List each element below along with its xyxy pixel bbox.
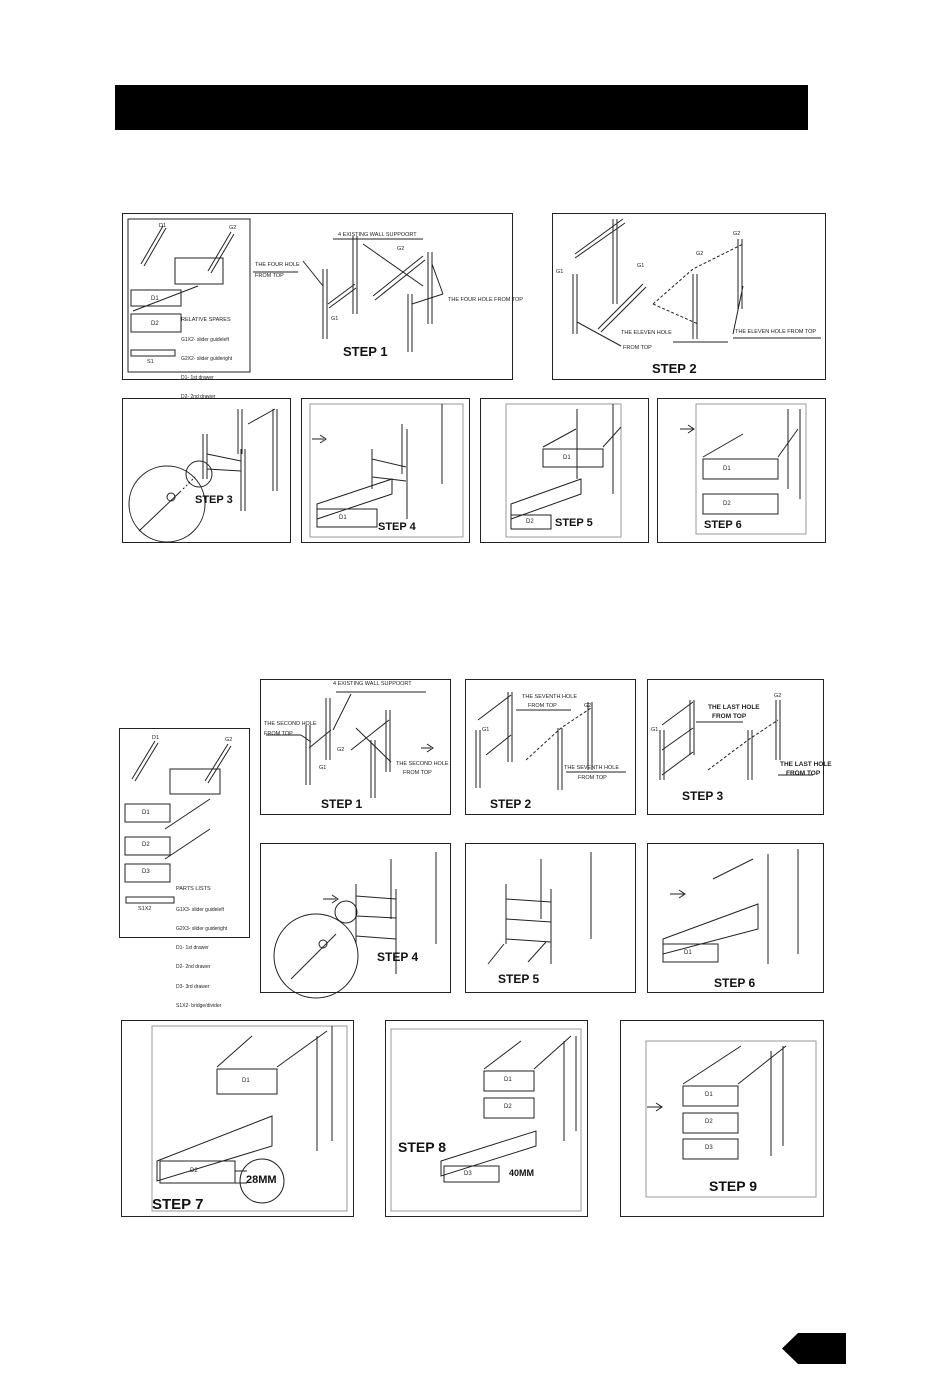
- drawer-d3-label: D3: [142, 869, 150, 875]
- annotation-from-top: FROM TOP: [264, 731, 293, 737]
- legend-item: D1- 1st drawer: [181, 375, 214, 382]
- set2-step5-diagram: [466, 844, 637, 994]
- part-label-g1: G1: [319, 765, 327, 771]
- part-label-s1: S1: [147, 359, 154, 365]
- page-tab-marker: [782, 1333, 846, 1364]
- part-label-g2: G2: [397, 246, 405, 252]
- arrow-right-icon: [312, 435, 326, 443]
- part-label-g2: G2: [337, 747, 345, 753]
- arrow-right-icon: [323, 895, 338, 903]
- set1-step5-panel: [480, 398, 649, 543]
- annotation-eleven-hole-from-top: THE ELEVEN HOLE FROM TOP: [735, 329, 817, 335]
- step-label: STEP 8: [398, 1139, 446, 1155]
- set1-step1-panel: [122, 213, 523, 382]
- annotation-seventh-hole: THE SEVENTH HOLE: [522, 694, 578, 700]
- legend-item: G1X3- slider guideleft: [176, 906, 225, 913]
- annotation-eleven-hole: THE ELEVEN HOLE: [621, 330, 672, 336]
- arrow-right-icon: [670, 890, 685, 898]
- set1-step2-panel: [552, 213, 826, 380]
- drawer-d1-label: D1: [151, 296, 159, 302]
- set2-step9-panel: [620, 1020, 824, 1217]
- header-bar: [115, 85, 808, 130]
- step-label: STEP 9: [709, 1178, 757, 1194]
- step-label: STEP 2: [652, 361, 697, 376]
- part-label-s1: S1X2: [138, 906, 152, 912]
- step-label: STEP 4: [378, 521, 416, 533]
- legend-title: RELATIVE SPARES: [181, 317, 231, 323]
- drawer-d2-label: D2: [705, 1119, 713, 1125]
- legend-item: S1X2- bridge/divider: [176, 1002, 222, 1009]
- set2-parts-panel: [119, 728, 250, 1009]
- drawer-d1-label: D1: [242, 1078, 250, 1084]
- step-label: STEP 3: [682, 789, 724, 803]
- part-label-g2: G2: [733, 231, 741, 237]
- set2-step1-diagram: [261, 680, 452, 816]
- set2-step3-panel: [647, 679, 832, 815]
- drawer-d2-label: D2: [723, 501, 731, 507]
- part-label-g2: G2: [696, 251, 704, 257]
- annotation-last-hole: THE LAST HOLE: [780, 761, 832, 768]
- annotation-from-top: FROM TOP: [786, 770, 821, 777]
- drawer-d1-label: D1: [142, 810, 150, 816]
- annotation-from-top: FROM TOP: [623, 345, 652, 351]
- annotation-seventh-hole: THE SEVENTH HOLE: [564, 765, 620, 771]
- step-label: STEP 3: [195, 494, 233, 506]
- annotation-last-hole: THE LAST HOLE: [708, 704, 760, 711]
- legend-item: G2X2- slider guideright: [181, 356, 233, 363]
- drawer-d3-label: D3: [464, 1171, 472, 1177]
- legend-item: D1- 1st drawer: [176, 945, 209, 952]
- set2-step8-diagram: [386, 1021, 589, 1218]
- drawer-d3-label: D3: [705, 1145, 713, 1151]
- legend-item: G2X3- slider guideright: [176, 926, 228, 933]
- annotation-wall-support: 4 EXISTING WALL SUPPOORT: [333, 681, 412, 687]
- annotation-four-hole-from-top: THE FOUR HOLE FROM TOP: [448, 297, 523, 303]
- drawer-d2-label: D2: [504, 1104, 512, 1110]
- measure-label: 28MM: [246, 1174, 277, 1186]
- annotation-second-hole: THE SECOND HOLE: [264, 721, 317, 727]
- legend-item: D2- 2nd drawer: [176, 964, 211, 971]
- step-label: STEP 7: [152, 1196, 204, 1213]
- drawer-d2-label: D2: [142, 842, 150, 848]
- drawer-d1-label: D1: [684, 950, 692, 956]
- legend-title: PARTS LISTS: [176, 886, 211, 892]
- arrow-right-icon: [421, 744, 433, 752]
- set1-step4-panel: [301, 398, 470, 543]
- part-label-g2: G2: [229, 225, 237, 231]
- step-label: STEP 4: [377, 950, 419, 964]
- arrow-right-icon: [647, 1103, 662, 1111]
- part-label-g2: G2: [774, 693, 782, 699]
- set2-step6-panel: [647, 843, 824, 993]
- measure-label: 40MM: [509, 1168, 535, 1178]
- annotation-second-hole: THE SECOND HOLE: [396, 761, 449, 767]
- annotation-from-top: FROM TOP: [712, 713, 747, 720]
- set2-step7-panel: [121, 1020, 354, 1217]
- annotation-from-top: FROM TOP: [528, 703, 557, 709]
- set1-step6-panel: [657, 398, 826, 543]
- annotation-four-hole: THE FOUR HOLE: [255, 262, 300, 268]
- annotation-from-top: FROM TOP: [403, 770, 432, 776]
- step-label: STEP 5: [498, 972, 540, 986]
- set2-step7-diagram: [122, 1021, 355, 1218]
- part-label-g1: G1: [556, 269, 564, 275]
- drawer-d1-label: D1: [723, 466, 731, 472]
- legend-item: G1X2- slider guideleft: [181, 336, 230, 343]
- legend-item: D3- 3rd drawer: [176, 983, 210, 990]
- drawer-d1-label: D1: [504, 1077, 512, 1083]
- step-label: STEP 1: [321, 797, 363, 811]
- step-label: STEP 5: [555, 517, 593, 529]
- set1-step6-diagram: [658, 399, 827, 544]
- set2-step3-diagram: [648, 680, 825, 816]
- drawer-d2-label: D2: [526, 519, 534, 525]
- drawer-d2-label: D2: [151, 321, 159, 327]
- drawer-d1-label: D1: [705, 1092, 713, 1098]
- set2-step6-diagram: [648, 844, 825, 994]
- set1-step2-diagram: [553, 214, 827, 381]
- set2-step5-panel: [465, 843, 636, 993]
- part-label-g1: G1: [651, 727, 659, 733]
- step-label: STEP 6: [704, 519, 742, 531]
- part-label-g1: G1: [331, 316, 339, 322]
- set2-step1-panel: [260, 679, 451, 815]
- set1-step3-diagram: [123, 399, 292, 544]
- part-label-d1: D1: [159, 223, 167, 229]
- set1-step3-panel: [122, 398, 291, 543]
- annotation-wall-support: 4 EXISTING WALL SUPPOORT: [338, 232, 417, 238]
- drawer-d2-label: D2: [190, 1168, 198, 1174]
- set2-step2-panel: [465, 679, 636, 815]
- step-label: STEP 6: [714, 976, 756, 990]
- set2-step4-panel: [260, 843, 451, 993]
- part-label-d1: D1: [152, 735, 160, 741]
- arrow-right-icon: [680, 425, 694, 433]
- drawer-d1-label: D1: [563, 455, 571, 461]
- part-label-g2: G2: [584, 703, 592, 709]
- step-label: STEP 2: [490, 797, 532, 811]
- part-label-g1: G1: [637, 263, 645, 269]
- set2-step4-diagram: [261, 844, 452, 994]
- annotation-from-top: FROM TOP: [578, 775, 607, 781]
- part-label-g1: G1: [482, 727, 490, 733]
- step-label: STEP 1: [343, 344, 388, 359]
- drawer-d1-label: D1: [339, 515, 347, 521]
- annotation-from-top: FROM TOP: [255, 273, 284, 279]
- set2-step8-panel: [385, 1020, 588, 1217]
- part-label-g2: G2: [225, 737, 233, 743]
